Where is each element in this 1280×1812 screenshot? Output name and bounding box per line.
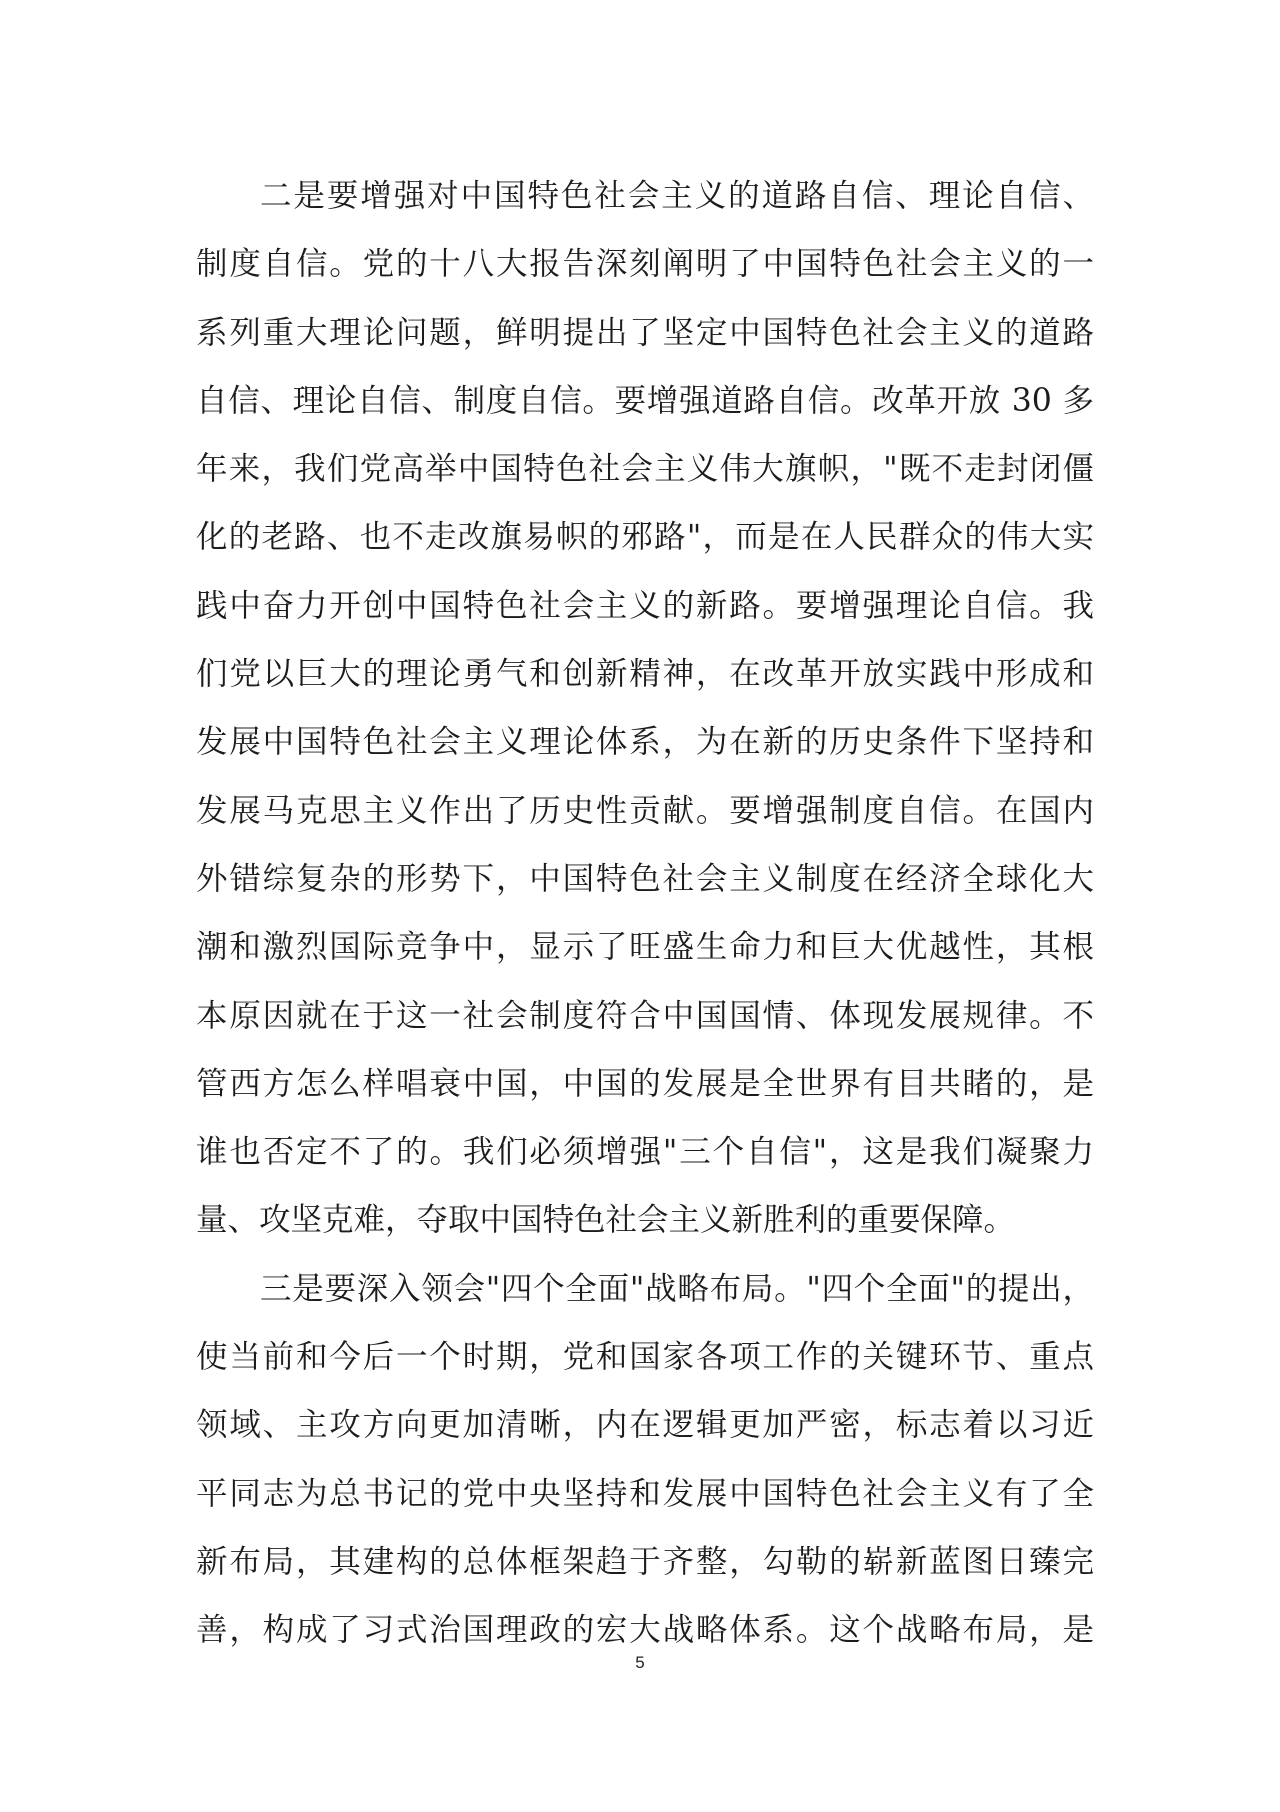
- paragraph-1-line: 制度自信。党的十八大报告深刻阐明了中国特色社会主义的一: [196, 246, 1094, 283]
- paragraph-2-line: 三是要深入领会"四个全面"战略布局。"四个全面"的提出，: [260, 1270, 1094, 1307]
- paragraph-1-line: 发展马克思主义作出了历史性贡献。要增强制度自信。在国内: [196, 792, 1094, 829]
- paragraph-2-line: 新布局，其建构的总体框架趋于齐整，勾勒的崭新蓝图日臻完: [196, 1543, 1094, 1580]
- paragraph-1-line: 们党以巨大的理论勇气和创新精神，在改革开放实践中形成和: [196, 656, 1094, 693]
- paragraph-2-line: 平同志为总书记的党中央坚持和发展中国特色社会主义有了全: [196, 1475, 1094, 1512]
- paragraph-1-line: 本原因就在于这一社会制度符合中国国情、体现发展规律。不: [196, 997, 1094, 1034]
- paragraph-1-line: 二是要增强对中国特色社会主义的道路自信、理论自信、: [260, 178, 1094, 214]
- paragraph-1-line: 发展中国特色社会主义理论体系，为在新的历史条件下坚持和: [196, 724, 1094, 761]
- paragraph-1-line: 潮和激烈国际竞争中，显示了旺盛生命力和巨大优越性，其根: [196, 929, 1094, 966]
- paragraph-2-line: 善，构成了习式治国理政的宏大战略体系。这个战略布局，是: [196, 1612, 1094, 1649]
- paragraph-1-line: 外错综复杂的形势下，中国特色社会主义制度在经济全球化大: [196, 860, 1094, 897]
- page-number: 5: [635, 1653, 645, 1672]
- paragraph-1-line: 谁也否定不了的。我们必须增强"三个自信"，这是我们凝聚力: [196, 1134, 1094, 1171]
- paragraph-1-line: 系列重大理论问题，鲜明提出了坚定中国特色社会主义的道路: [196, 314, 1094, 351]
- paragraph-1-line: 践中奋力开创中国特色社会主义的新路。要增强理论自信。我: [196, 587, 1094, 624]
- paragraph-2-line: 领域、主攻方向更加清晰，内在逻辑更加严密，标志着以习近: [196, 1407, 1094, 1444]
- body-text: [196, 162, 1094, 1665]
- paragraph-1-line: 年来，我们党高举中国特色社会主义伟大旗帜，"既不走封闭僵: [196, 451, 1094, 488]
- paragraph-2-line: 使当前和今后一个时期，党和国家各项工作的关键环节、重点: [196, 1339, 1094, 1376]
- paragraph-1-line: 自信、理论自信、制度自信。要增强道路自信。改革开放 30 多: [196, 382, 1094, 419]
- paragraph-1-line: 化的老路、也不走改旗易帜的邪路"，而是在人民群众的伟大实: [196, 519, 1094, 556]
- paragraph-1-line: 量、攻坚克难，夺取中国特色社会主义新胜利的重要保障。: [196, 1202, 1016, 1239]
- paragraph-1-line: 管西方怎么样唱衰中国，中国的发展是全世界有目共睹的，是: [196, 1065, 1094, 1102]
